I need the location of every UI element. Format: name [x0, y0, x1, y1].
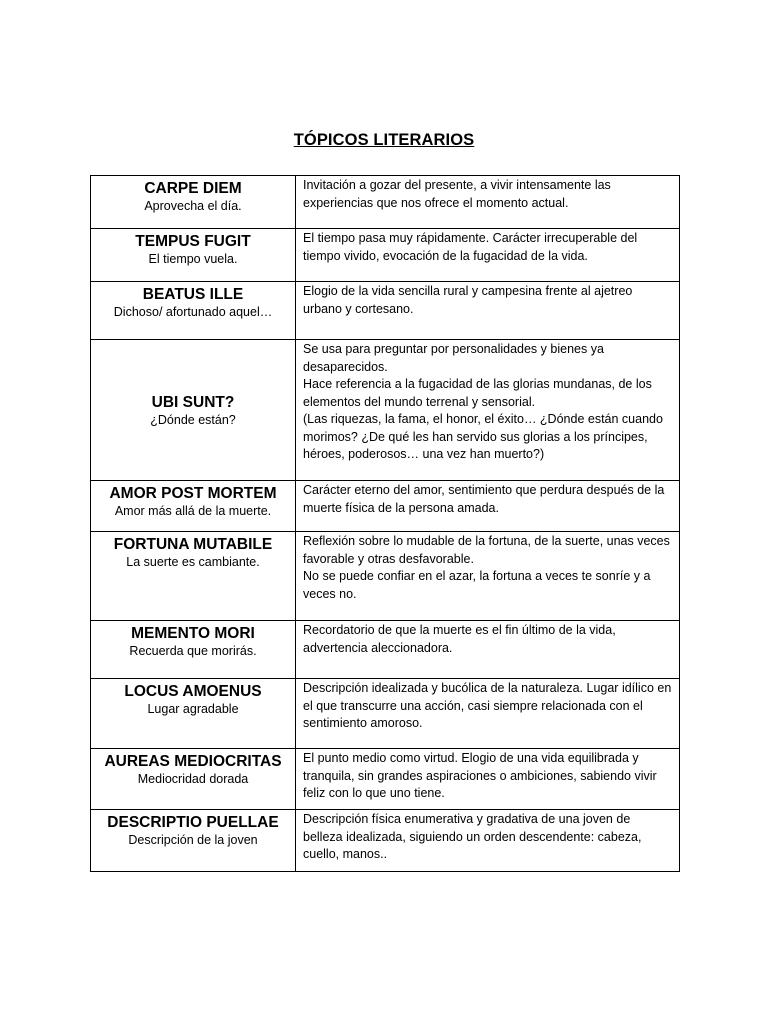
table-row	[91, 340, 680, 481]
description-cell: Descripción idealizada y bucólica de la naturaleza. Lugar idílico en el que transcurre una acción, casi siempre relacionada con el sentimiento amoroso.	[296, 679, 680, 749]
term-name: TEMPUS FUGIT	[135, 233, 251, 250]
topics-table	[90, 175, 680, 872]
description-cell: Recordatorio de que la muerte es el fin último de la vida, advertencia aleccionadora.	[296, 621, 680, 679]
table-row	[91, 176, 680, 229]
description-cell	[296, 532, 680, 621]
description-paragraph: Se usa para preguntar por personalidades y bienes ya desaparecidos. Hace referencia a la fugacidad de las glorias mundanas, de los elementos del mundo terrenal y sensorial. (Las riquezas, la fama, el honor, el éxito… ¿Dónde están cuando morimos? ¿De qué les han servido sus glorias a los príncipes, héroes, poderosos… una vez han muerto?)	[303, 342, 663, 461]
table-row	[91, 621, 680, 679]
term-cell	[91, 481, 296, 532]
description-cell: Elogio de la vida sencilla rural y campesina frente al ajetreo urbano y cortesano.	[296, 282, 680, 340]
term-translation: Lugar agradable	[147, 702, 239, 716]
term-name: CARPE DIEM	[144, 180, 242, 197]
term-translation: La suerte es cambiante.	[126, 555, 260, 569]
description-cell	[296, 340, 680, 481]
term-cell	[91, 749, 296, 810]
table-row	[91, 282, 680, 340]
table-row	[91, 481, 680, 532]
term-name: AUREAS MEDIOCRITAS	[104, 753, 282, 770]
table-row	[91, 749, 680, 810]
term-translation: Aprovecha el día.	[144, 199, 242, 213]
term-name: DESCRIPTIO PUELLAE	[107, 814, 279, 831]
term-name: MEMENTO MORI	[131, 625, 255, 642]
description-cell: Carácter eterno del amor, sentimiento que perdura después de la muerte física de la persona amada.	[296, 481, 680, 532]
term-name: UBI SUNT?	[151, 393, 235, 411]
table-row	[91, 679, 680, 749]
term-translation: El tiempo vuela.	[148, 252, 238, 266]
table-row	[91, 532, 680, 621]
term-cell	[91, 282, 296, 340]
description-cell: Descripción física enumerativa y gradativa de una joven de belleza idealizada, siguiendo un orden descendente: cabeza, cuello, manos..	[296, 810, 680, 872]
table-row	[91, 810, 680, 872]
term-cell	[91, 810, 296, 872]
term-cell	[91, 176, 296, 229]
term-name: FORTUNA MUTABILE	[113, 536, 273, 553]
term-name: AMOR POST MORTEM	[109, 485, 277, 502]
term-cell	[91, 621, 296, 679]
description-paragraph: Reflexión sobre lo mudable de la fortuna, de la suerte, unas veces favorable y otras desfavorable. No se puede confiar en el azar, la fortuna a veces te sonríe y a veces no.	[303, 534, 670, 601]
description-cell: Invitación a gozar del presente, a vivir intensamente las experiencias que nos ofrece el momento actual.	[296, 176, 680, 229]
term-cell	[91, 340, 296, 481]
term-cell	[91, 229, 296, 282]
term-translation: ¿Dónde están?	[150, 412, 236, 427]
description-cell: El tiempo pasa muy rápidamente. Carácter irrecuperable del tiempo vivido, evocación de la fugacidad de la vida.	[296, 229, 680, 282]
term-cell	[91, 679, 296, 749]
table-row	[91, 229, 680, 282]
term-translation: Dichoso/ afortunado aquel…	[113, 305, 273, 319]
term-translation: Recuerda que morirás.	[129, 644, 257, 658]
term-cell	[91, 532, 296, 621]
description-cell: El punto medio como virtud. Elogio de una vida equilibrada y tranquila, sin grandes aspiraciones o ambiciones, sabiendo vivir feliz con lo que uno tiene.	[296, 749, 680, 810]
page-title: TÓPICOS LITERARIOS	[293, 131, 475, 149]
term-translation: Amor más allá de la muerte.	[114, 504, 272, 518]
term-name: BEATUS ILLE	[142, 286, 244, 303]
term-translation: Descripción de la joven	[128, 833, 258, 847]
term-name: LOCUS AMOENUS	[124, 683, 262, 700]
term-translation: Mediocridad dorada	[137, 772, 249, 786]
